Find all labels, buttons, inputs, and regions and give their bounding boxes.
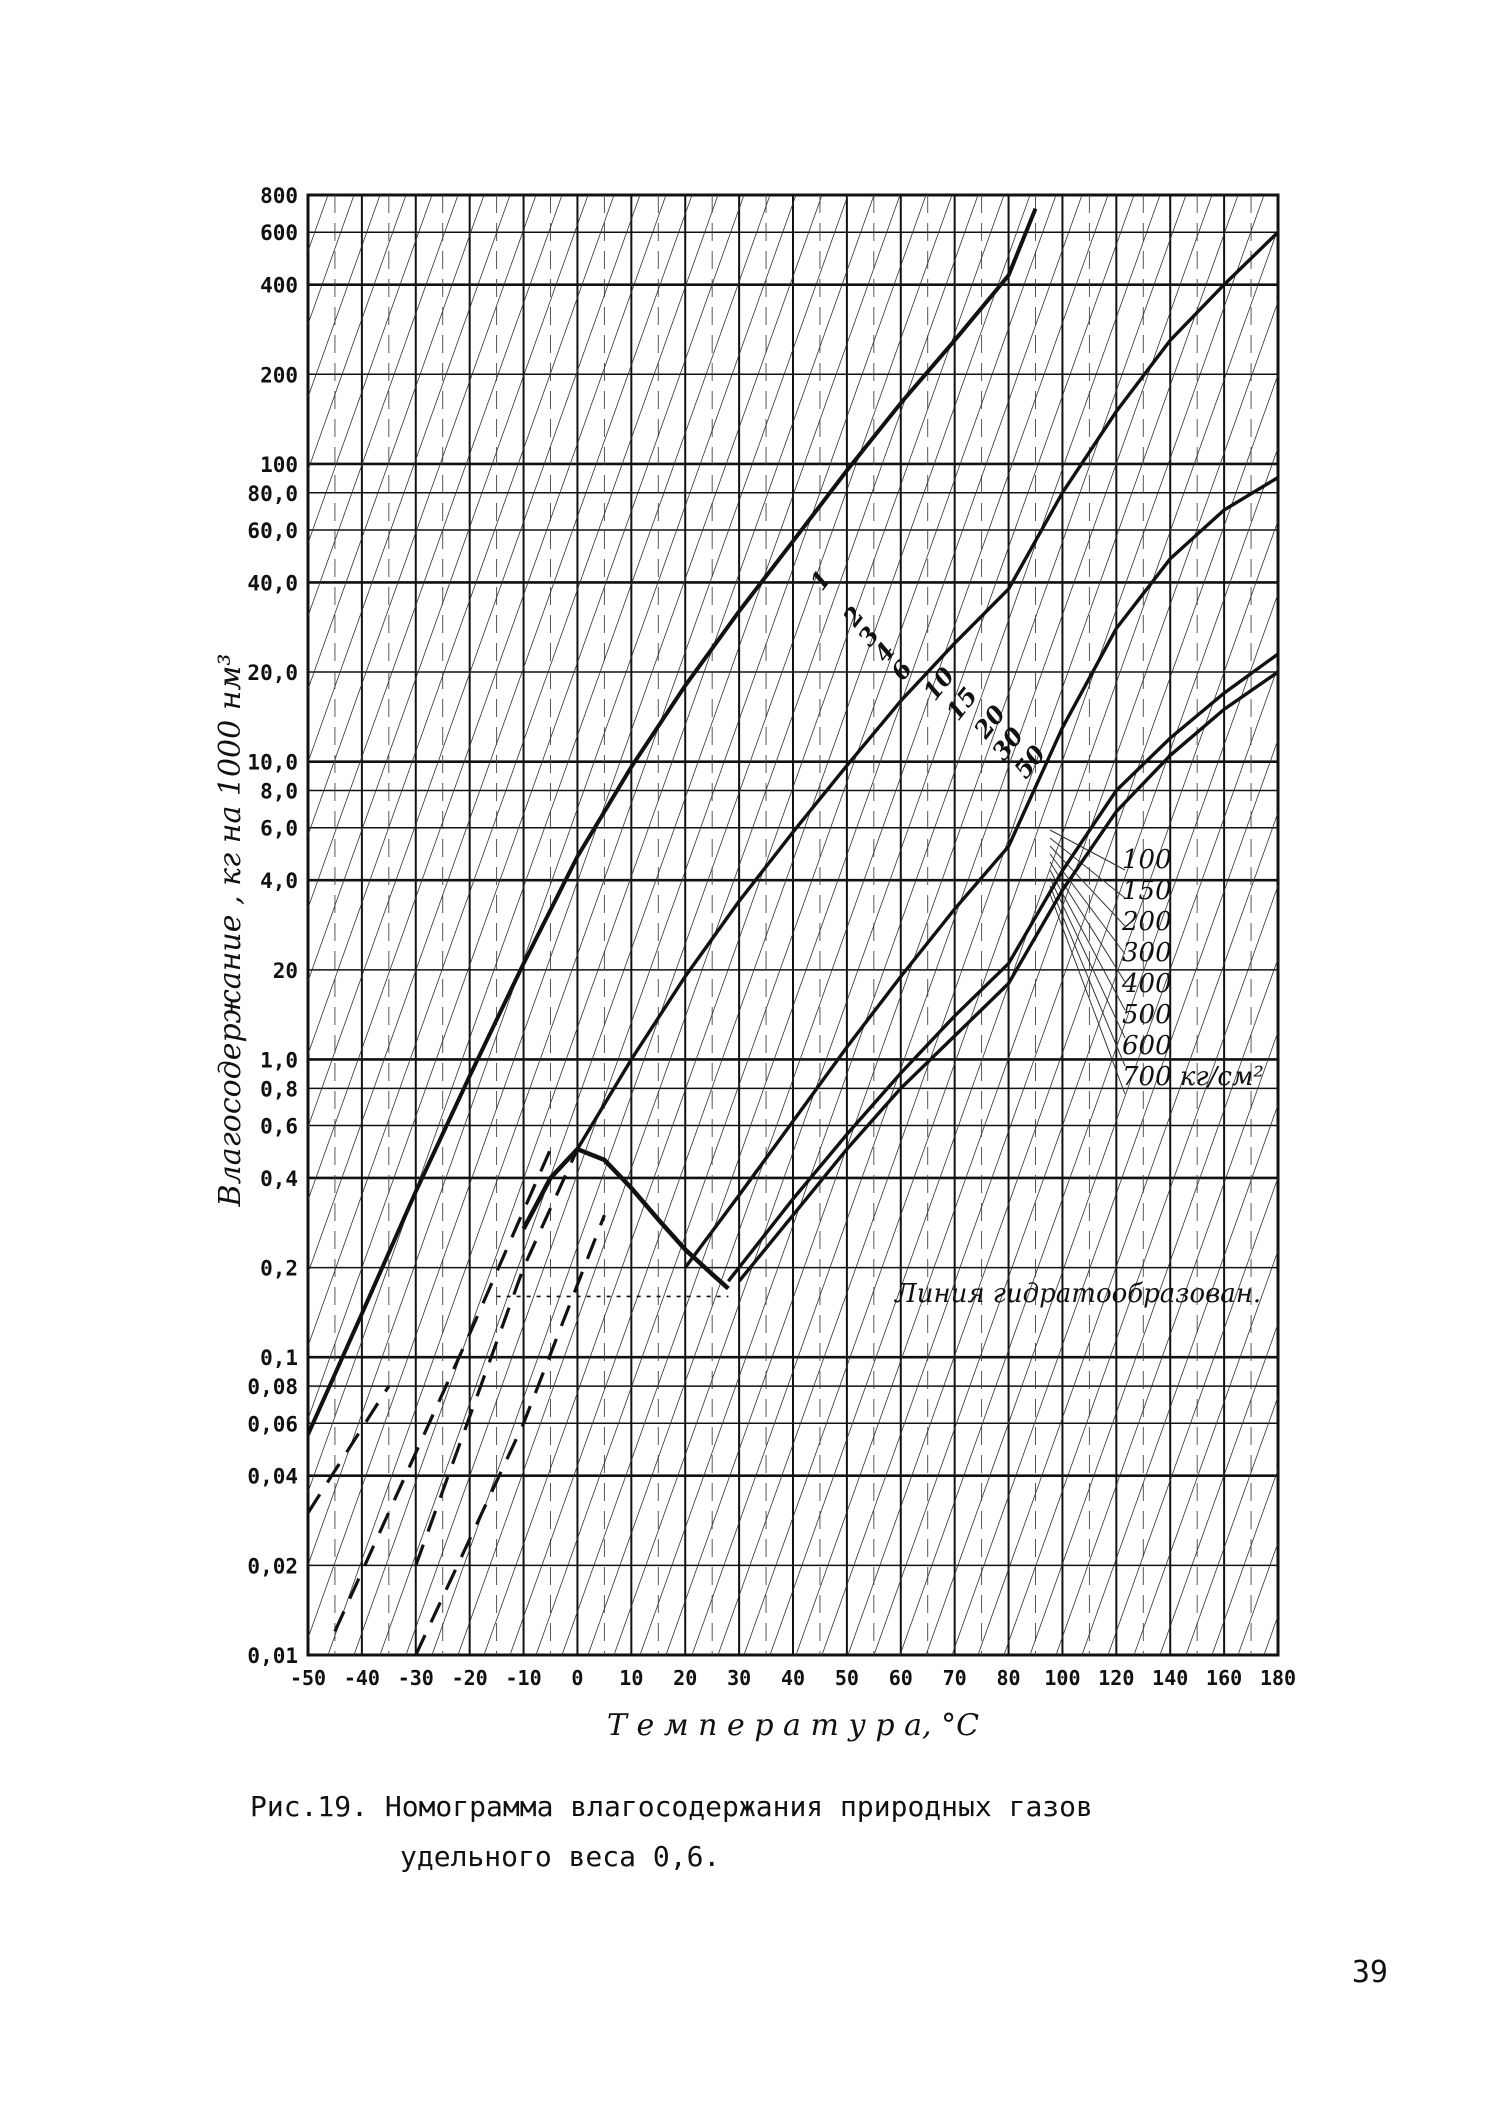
pressure-label: 500 <box>1122 1000 1172 1030</box>
y-tick-label: 4,0 <box>260 869 298 894</box>
curve-label: 3 <box>851 620 886 652</box>
y-tick-label: 0,01 <box>247 1644 298 1668</box>
hatch-line <box>0 195 198 1655</box>
pressure-fan-line <box>1050 894 1125 1094</box>
hatch-line <box>0 195 94 1655</box>
x-tick-label: 180 <box>1259 1666 1297 1690</box>
y-tick-label: 10,0 <box>247 750 298 775</box>
hatch-line <box>0 195 42 1655</box>
x-tick-label: 20 <box>673 1666 698 1690</box>
pressure-fan-line <box>1050 878 1125 1038</box>
x-tick-label: -30 <box>397 1666 434 1690</box>
x-tick-label: -20 <box>451 1666 488 1690</box>
y-tick-label: 6,0 <box>260 816 298 841</box>
y-tick-label: 0,1 <box>260 1346 298 1371</box>
y-tick-label: 200 <box>260 363 298 388</box>
hatch-line <box>0 195 380 1655</box>
pressure-label: 200 <box>1122 907 1172 937</box>
figure-caption-line2: удельного веса 0,6. <box>400 1840 721 1873</box>
hatch-line <box>1342 195 1500 1655</box>
hatch-line <box>1316 195 1500 1655</box>
x-tick-label: 80 <box>996 1666 1021 1690</box>
curve-label: 20 <box>967 699 1012 744</box>
hatch-line <box>0 195 406 1655</box>
x-tick-label: -40 <box>343 1666 380 1690</box>
y-tick-label: 8,0 <box>260 779 298 804</box>
pressure-label: 600 <box>1122 1031 1172 1061</box>
y-tick-label: 0,04 <box>247 1464 298 1489</box>
pressure-label: 100 <box>1122 845 1172 875</box>
hatch-line <box>1290 195 1500 1655</box>
y-tick-label: 400 <box>260 273 298 298</box>
y-tick-label: 0,6 <box>260 1114 298 1139</box>
curve-label: 15 <box>939 681 984 726</box>
hatch-line <box>1186 195 1500 1655</box>
hatch-line <box>1004 195 1500 1655</box>
hatch-line <box>0 195 16 1655</box>
y-tick-label: 0,06 <box>247 1412 298 1437</box>
y-tick-label: 80,0 <box>247 481 298 506</box>
pressure-fan-line <box>1050 886 1125 1066</box>
hatch-line <box>1160 195 1500 1655</box>
hatch-line <box>1030 195 1500 1655</box>
hatch-line <box>1212 195 1500 1655</box>
hatch-line <box>0 195 68 1655</box>
hatch-line <box>1134 195 1500 1655</box>
x-tick-label: -50 <box>289 1666 327 1690</box>
y-tick-label: 0,08 <box>247 1375 298 1400</box>
curve-label: 1 <box>803 564 838 596</box>
curve-label: 4 <box>867 636 902 668</box>
y-tick-label: 0,4 <box>260 1166 298 1191</box>
hatch-line <box>0 195 172 1655</box>
x-tick-label: 50 <box>834 1666 859 1690</box>
hydrate-line-label: Линия гидратообразован. <box>895 1279 1262 1309</box>
hatch-line <box>0 195 224 1655</box>
hatch-line <box>0 195 354 1655</box>
curve-label: 2 <box>836 600 871 632</box>
hatch-line <box>0 195 146 1655</box>
curve-label: 6 <box>884 654 919 686</box>
x-tick-label: 30 <box>727 1666 752 1690</box>
y-tick-label: 20 <box>272 958 298 983</box>
curve-label: 50 <box>1007 739 1052 784</box>
page-number: 39 <box>1351 1955 1388 1990</box>
y-tick-label: 0,02 <box>247 1554 298 1579</box>
y-tick-label: 0,2 <box>260 1256 298 1281</box>
pressure-label: 150 <box>1122 876 1172 906</box>
x-tick-label: 160 <box>1206 1666 1243 1690</box>
y-tick-label: 60,0 <box>247 518 298 543</box>
y-tick-label: 1,0 <box>260 1048 298 1073</box>
hatch-line <box>1264 195 1500 1655</box>
y-tick-label: 100 <box>260 452 298 477</box>
hatch-line <box>0 195 120 1655</box>
y-axis-title: Влагосодержание , кг на 1000 нм³ <box>213 653 248 1207</box>
y-tick-label: 40,0 <box>247 571 298 596</box>
curve-label: 10 <box>916 661 961 706</box>
y-tick-label: 20,0 <box>247 661 298 686</box>
x-tick-label: 100 <box>1044 1666 1081 1690</box>
y-tick-label: 600 <box>260 221 298 246</box>
y-tick-label: 800 <box>260 184 298 208</box>
figure-caption-line1: Рис.19. Номограмма влагосодержания природных газов <box>250 1790 1093 1823</box>
x-tick-label: 70 <box>942 1666 967 1690</box>
x-tick-label: 0 <box>571 1666 584 1690</box>
x-tick-label: -10 <box>505 1666 542 1690</box>
pressure-label: 700 кг/см² <box>1122 1062 1264 1092</box>
curve-label: 30 <box>985 721 1030 766</box>
pressure-label: 300 <box>1122 938 1172 968</box>
x-axis-title: Т е м п е р а т у р а, °С <box>606 1708 980 1743</box>
x-tick-label: 140 <box>1152 1666 1189 1690</box>
x-tick-label: 10 <box>619 1666 644 1690</box>
y-tick-label: 0,8 <box>260 1077 298 1102</box>
x-tick-label: 40 <box>780 1666 806 1690</box>
x-tick-label: 120 <box>1098 1666 1135 1690</box>
pressure-label: 400 <box>1122 969 1172 999</box>
x-tick-label: 60 <box>888 1666 913 1690</box>
